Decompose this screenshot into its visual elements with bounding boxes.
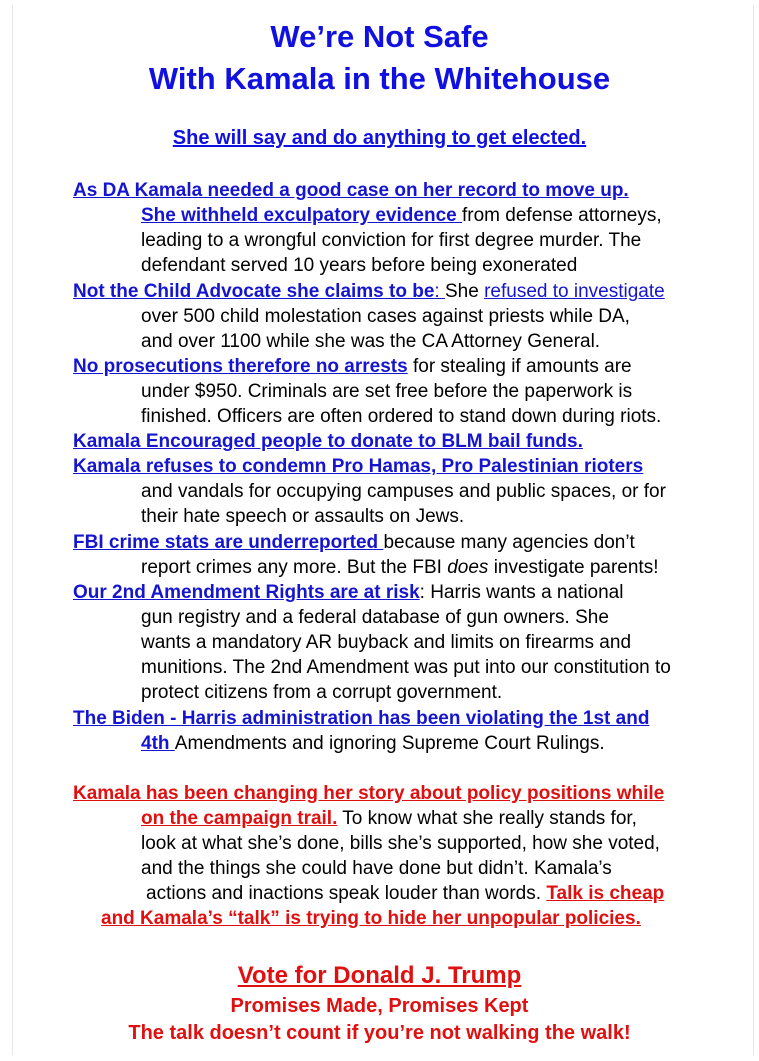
- item-1-line-2: and over 1100 while she was the CA Attorney General.: [141, 331, 601, 352]
- closing-line-3: and the things she could have done but didn’t. Kamala’s: [141, 858, 612, 879]
- promises-line: Promises Made, Promises Kept: [230, 995, 529, 1017]
- page-title-line-2: With Kamala in the Whitehouse: [148, 61, 611, 96]
- item-1-line-0: Not the Child Advocate she claims to be: She refused to investigate: [73, 281, 665, 302]
- item-6-line-1: gun registry and a federal database of gun owners. She: [141, 607, 609, 628]
- item-0-line-3: defendant served 10 years before being exonerated: [141, 255, 578, 276]
- page-right-edge: [753, 5, 754, 1055]
- walk-line: The talk doesn’t count if you’re not walking the walk!: [128, 1022, 631, 1044]
- item-2-line-1: under $950. Criminals are set free before the paperwork is: [141, 381, 633, 402]
- item-6-line-2: wants a mandatory AR buyback and limits on firearms and: [141, 632, 632, 653]
- item-7-line-1: 4th Amendments and ignoring Supreme Court Rulings.: [141, 733, 605, 754]
- closing-line-0: Kamala has been changing her story about policy positions while: [73, 783, 665, 804]
- item-4-line-1: and vandals for occupying campuses and public spaces, or for: [141, 481, 666, 502]
- item-4-line-2: their hate speech or assaults on Jews.: [141, 506, 465, 527]
- item-6-line-4: protect citizens from a corrupt government.: [141, 682, 503, 703]
- page-title-line-1: We’re Not Safe: [270, 19, 489, 54]
- item-4-line-0: Kamala refuses to condemn Pro Hamas, Pro Palestinian rioters: [73, 456, 644, 477]
- item-2-line-2: finished. Officers are often ordered to stand down during riots.: [141, 406, 662, 427]
- item-0-line-1: She withheld exculpatory evidence from defense attorneys,: [141, 205, 662, 226]
- item-6-line-0: Our 2nd Amendment Rights are at risk: Harris wants a national: [73, 582, 624, 603]
- vote-heading: Vote for Donald J. Trump: [237, 962, 522, 989]
- item-5-line-0: FBI crime stats are underreported because many agencies don’t: [73, 532, 635, 553]
- closing-line-4: actions and inactions speak louder than words. Talk is cheap: [146, 883, 665, 904]
- item-0-line-0: As DA Kamala needed a good case on her record to move up.: [73, 180, 629, 201]
- item-3-line-0: Kamala Encouraged people to donate to BLM bail funds.: [73, 431, 583, 452]
- item-7-line-0: The Biden - Harris administration has been violating the 1st and: [73, 708, 650, 729]
- closing-line-5: and Kamala’s “talk” is trying to hide her unpopular policies.: [101, 908, 641, 929]
- item-2-line-0: No prosecutions therefore no arrests for stealing if amounts are: [73, 356, 632, 377]
- closing-line-2: look at what she’s done, bills she’s supported, how she voted,: [141, 833, 660, 854]
- page-subtitle: She will say and do anything to get elected.: [172, 127, 587, 149]
- item-6-line-3: munitions. The 2nd Amendment was put into our constitution to: [141, 657, 671, 678]
- item-0-line-2: leading to a wrongful conviction for first degree murder. The: [141, 230, 642, 251]
- item-1-line-1: over 500 child molestation cases against priests while DA,: [141, 306, 630, 327]
- item-5-line-1: report crimes any more. But the FBI does investigate parents!: [141, 557, 659, 578]
- closing-line-1: on the campaign trail. To know what she really stands for,: [141, 808, 637, 829]
- page-left-edge: [12, 5, 13, 1055]
